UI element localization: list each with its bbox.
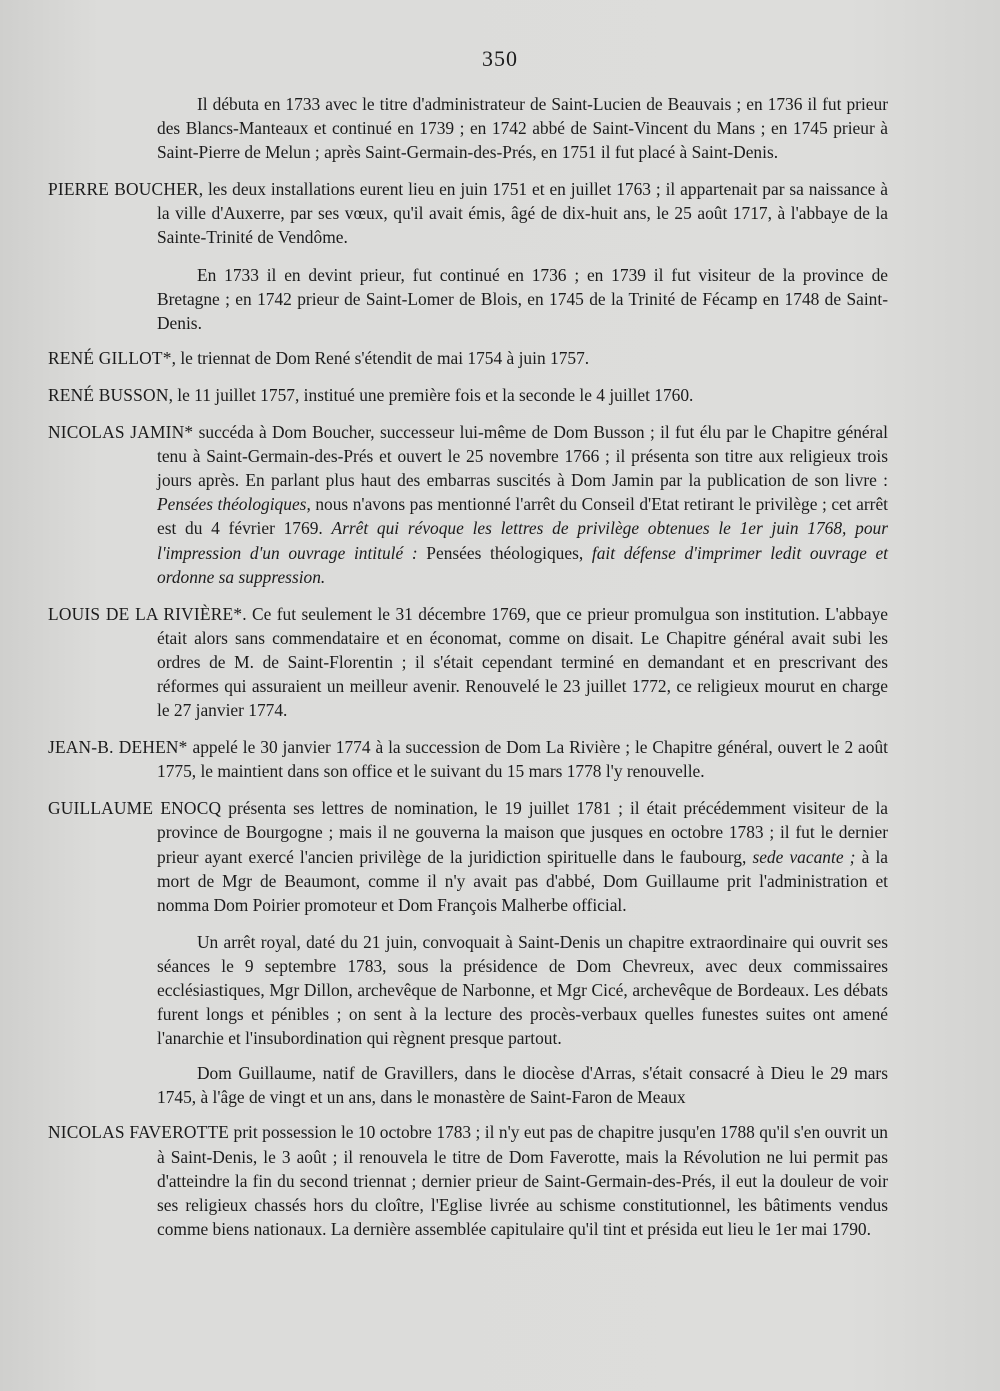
paragraph	[48, 1061, 888, 1109]
entry-text: à la mort de Mgr de Beaumont, comme il n'y avait pas d'abbé, Dom Guillaume prit l'administration et nomma Dom Poirier promoteur et Dom François Malherbe official.	[157, 846, 888, 915]
entry-louis-de-la-riviere	[48, 602, 888, 722]
paragraph-text: Un arrêt royal, daté du 21 juin, convoquait à Saint-Denis un chapitre extraordinaire qui ouvrit ses séances le 9 septembre 1783, sous la présidence de Dom Chevreux, avec deux commissaires ecclésiastiques, Mgr Dillon, archevêque de Narbonne, et Mgr Cicé, archevêque de Bordeaux. Les débats furent longs et pénibles ; on sent à la lecture des procès-verbaux quelles funestes suites ont amené l'anarchie et l'insubordination qui règnent presque partout.	[157, 931, 888, 1049]
paragraph-text: En 1733 il en devint prieur, fut continué en 1736 ; en 1739 il fut visiteur de la province de Bretagne ; en 1742 prieur de Saint-Lomer de Blois, en 1745 de la Trinité de Fécamp en 1748 de Saint-Denis.	[157, 264, 888, 333]
entry-name: NICOLAS FAVEROTTE	[48, 1122, 230, 1143]
entry-text: appelé le 30 janvier 1774 à la succession de Dom La Rivière ; le Chapitre général, ouvert le 2 août 1775, le maintient dans son office et le suivant du 15 mars 1778 l'y renouvelle.	[157, 737, 888, 782]
entry-text: , nous n'avons pas mentionné l'arrêt du Conseil d'Etat retirant le privilège ; cet arrêt est du 4 février 1769.	[157, 494, 889, 539]
paragraph-text: Il débuta en 1733 avec le titre d'administrateur de Saint-Lucien de Beauvais ; en 1736 il fut prieur des Blancs-Manteaux et continué en 1739 ; en 1742 abbé de Saint-Vincent du Mans ; en 1745 prieur à Saint-Pierre de Melun ; après Saint-Germain-des-Prés, en 1751 il fut placé à Saint-Denis.	[157, 94, 888, 163]
paragraph	[48, 263, 888, 335]
entry-name: NICOLAS JAMIN*	[48, 422, 194, 443]
entry-name: PIERRE BOUCHER	[48, 179, 199, 200]
paragraph	[48, 930, 888, 1050]
entry-rene-busson	[48, 383, 888, 407]
italic-text: fait défense d'imprimer ledit ouvrage et ordonne sa suppression.	[157, 542, 888, 587]
entry-jean-b-dehen	[48, 735, 888, 783]
entry-pierre-boucher	[48, 177, 888, 249]
italic-text: Arrêt qui révoque les lettres de privilège obtenues le 1er juin 1768, pour l'impression d'un ouvrage intitulé :	[157, 518, 888, 563]
entry-text: présenta ses lettres de nomination, le 19 juillet 1781 ; il était précédemment visiteur de la province de Bourgogne ; mais il ne gouverna la maison que jusques en octobre 1783 ; il fut le dernier prieur ayant exercé l'ancien privilège de la juridiction spirituelle dans le faubourg,	[157, 798, 888, 867]
entry-nicolas-jamin	[48, 420, 888, 589]
entry-text: , le triennat de Dom René s'étendit de mai 1754 à juin 1757.	[171, 347, 590, 368]
italic-text: Pensées théologiques	[157, 494, 307, 515]
entry-name: GUILLAUME ENOCQ	[48, 798, 222, 819]
entry-text: , le 11 juillet 1757, institué une première fois et la seconde le 4 juillet 1760.	[168, 384, 694, 405]
entry-name: LOUIS DE LA RIVIÈRE*	[48, 603, 243, 624]
entry-guillaume-enocq	[48, 796, 888, 916]
page-number: 350	[482, 46, 518, 71]
entry-name: RENÉ BUSSON	[48, 384, 169, 405]
entry-text: . Ce fut seulement le 31 décembre 1769, que ce prieur promulgua son institution. L'abbaye était alors sans commendataire et en économat, comme on disait. Le Chapitre général avait subi les ordres de M. de Saint-Florentin ; il s'était cependant terminé en demandant et en prescrivant des réformes qui assuraient un meilleur avenir. Renouvelé le 23 juillet 1772, ce religieux mourut en charge le 27 janvier 1774.	[157, 603, 888, 721]
entry-name: RENÉ GILLOT*	[48, 347, 172, 368]
entry-nicolas-faverotte	[48, 1120, 888, 1240]
paragraph-text: Dom Guillaume, natif de Gravillers, dans le diocèse d'Arras, s'était consacré à Dieu le 29 mars 1745, à l'âge de vingt et un ans, dans le monastère de Saint-Faron de Meaux	[157, 1063, 888, 1108]
entry-text: prit possession le 10 octobre 1783 ; il n'y eut pas de chapitre jusqu'en 1788 qu'il s'en ouvrit un à Saint-Denis, le 3 août ; il renouvela le titre de Dom Faverotte, mais la Révolution ne lui permit pas d'atteindre la fin du second triennat ; dernier prieur de Saint-Germain-des-Prés, il eut la douleur de voir ses religieux chassés hors du cloître, l'Eglise livrée au schisme constitutionnel, les bâtiments vendus comme biens nationaux. La dernière assemblée capitulaire qu'il tint et présida eut lieu le 1er mai 1790.	[157, 1122, 889, 1239]
entry-text: , les deux installations eurent lieu en juin 1751 et en juillet 1763 ; il appartenait par sa naissance à la ville d'Auxerre, par ses vœux, qu'il avait émis, âgé de dix-huit ans, le 25 août 1717, à l'abbaye de la Sainte-Trinité de Vendôme.	[157, 179, 888, 248]
entry-rene-gillot	[48, 346, 888, 370]
entry-name: JEAN-B. DEHEN*	[48, 737, 188, 758]
paragraph	[48, 92, 888, 164]
body-text	[48, 92, 888, 1254]
entry-text: Pensées théologiques,	[417, 542, 592, 563]
entry-text: succéda à Dom Boucher, successeur lui-même de Dom Busson ; il fut élu par le Chapitre général tenu à Saint-Germain-des-Prés et ouvert le 25 novembre 1766 ; il présenta son titre aux religieux trois jours après. En parlant plus haut des embarras suscités à Dom Jamin par la publication de son livre :	[157, 422, 888, 491]
italic-text: sede vacante ;	[752, 846, 856, 867]
